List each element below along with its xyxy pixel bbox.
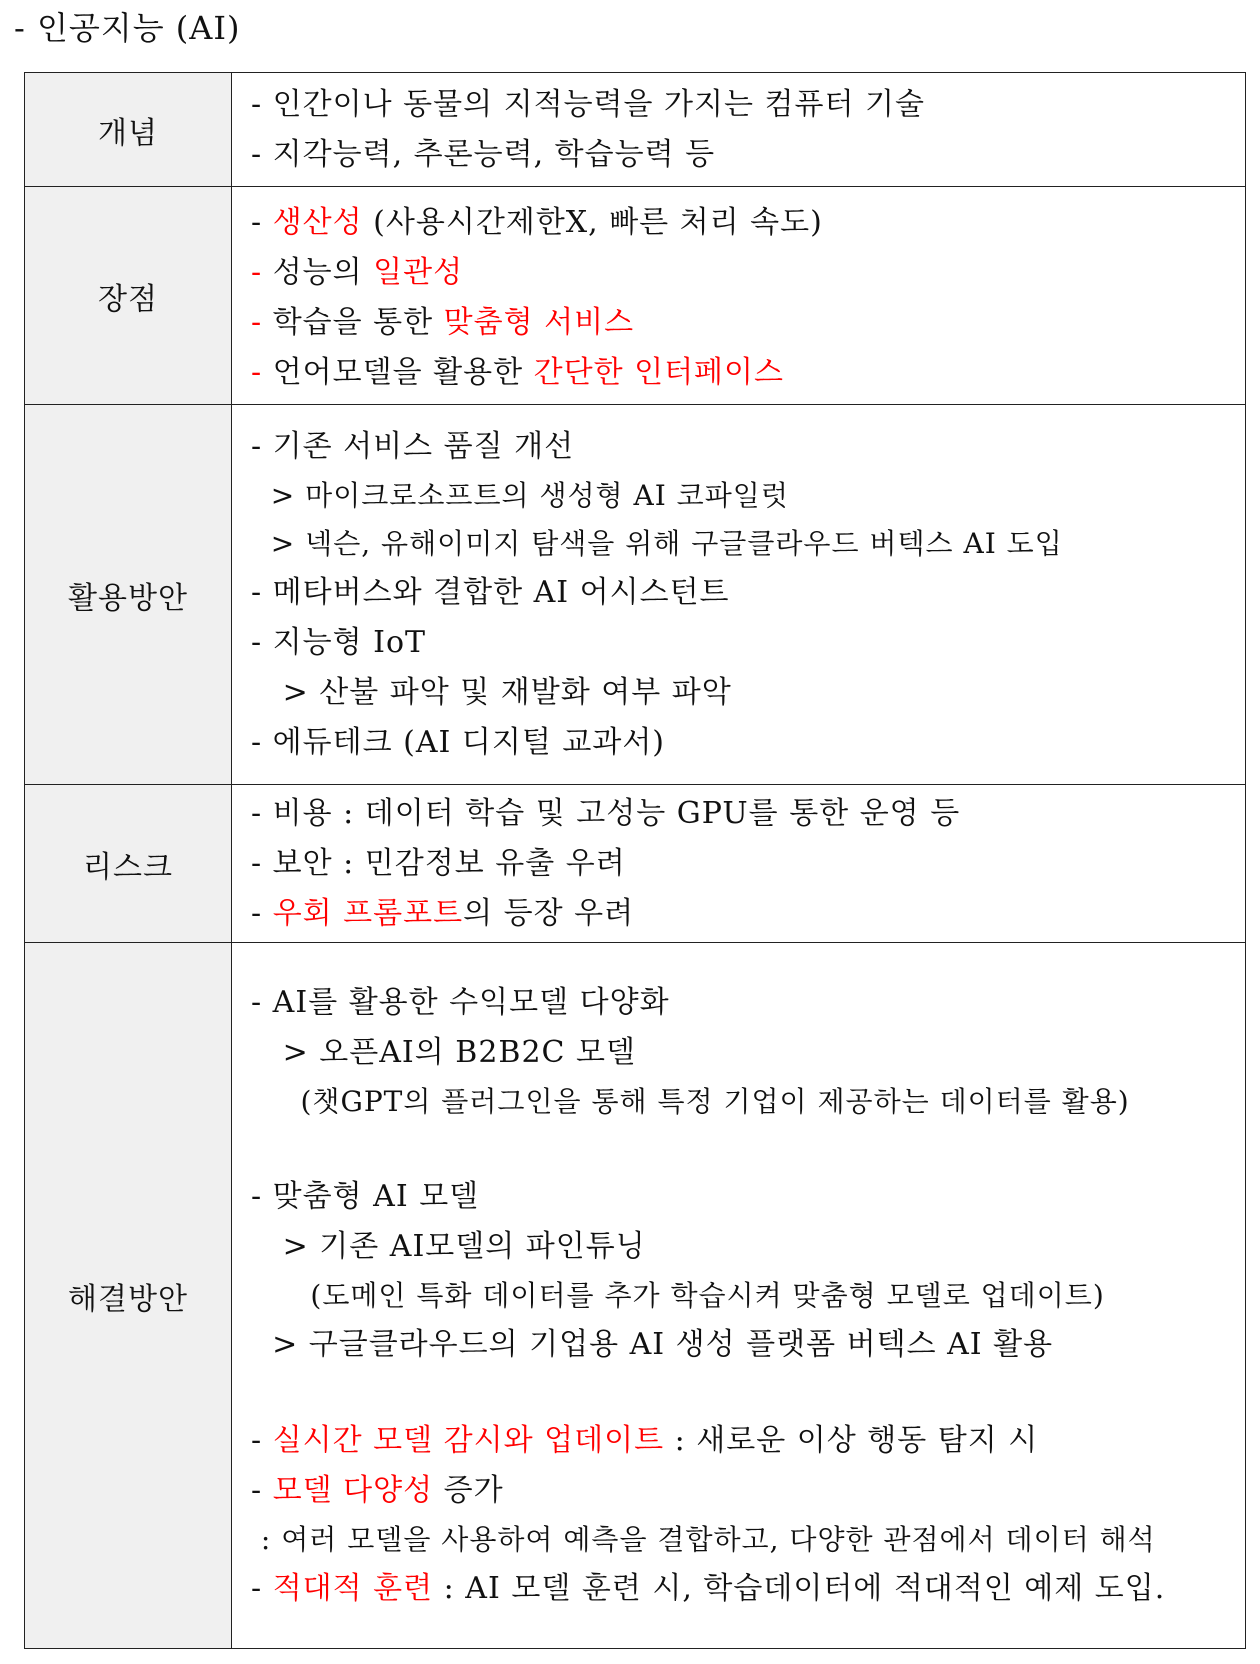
highlight-text: 간단한 인터페이스 — [533, 354, 784, 390]
highlight-text: 적대적 훈련 — [272, 1570, 434, 1606]
usage-line: - 기존 서비스 품질 개선 — [251, 428, 575, 464]
usage-subline: > 넥슨, 유해이미지 탐색을 위해 구글클라우드 버텍스 AI 도입 — [251, 526, 1063, 560]
content-usage — [232, 405, 1246, 785]
line-text: : 새로운 이상 행동 탐지 시 — [664, 1422, 1039, 1458]
risk-line — [251, 889, 1245, 939]
highlight-text: 우회 프롬포트 — [272, 895, 464, 931]
solution-note: (챗GPT의 플러그인을 통해 특정 기업이 제공하는 데이터를 활용) — [251, 1084, 1130, 1118]
concept-line: - 인간이나 동물의 지적능력을 가지는 컴퓨터 기술 — [251, 86, 925, 122]
bullet: - — [251, 895, 273, 931]
line-text: : AI 모델 훈련 시, 학습데이터에 적대적인 예제 도입. — [433, 1570, 1166, 1606]
bullet: - — [251, 1422, 273, 1458]
solution-line — [251, 1416, 1245, 1466]
risk-line: - 보안 : 민감정보 유출 우려 — [251, 845, 626, 881]
highlight-text: 실시간 모델 감시와 업데이트 — [272, 1422, 665, 1458]
advantage-line — [251, 348, 1245, 398]
content-solution — [232, 943, 1246, 1649]
concept-line: - 지각능력, 추론능력, 학습능력 등 — [251, 136, 716, 172]
content-risk — [232, 785, 1246, 943]
spacer — [251, 1126, 1245, 1172]
row-advantages — [25, 187, 1246, 405]
solution-note: : 여러 모델을 사용하여 예측을 결합하고, 다양한 관점에서 데이터 해석 — [251, 1522, 1156, 1556]
usage-line: - 지능형 IoT — [251, 624, 427, 660]
solution-line: - AI를 활용한 수익모델 다양화 — [251, 984, 670, 1020]
line-text: 학습을 통한 — [272, 304, 444, 340]
row-solution — [25, 943, 1246, 1649]
solution-note: (도메인 특화 데이터를 추가 학습시켜 맞춤형 모델로 업데이트) — [251, 1278, 1105, 1312]
advantage-line — [251, 248, 1245, 298]
solution-line — [251, 1466, 1245, 1516]
bullet: - — [251, 254, 273, 290]
advantage-line — [251, 298, 1245, 348]
row-usage — [25, 405, 1246, 785]
bullet: - — [251, 1570, 273, 1606]
label-risk: 리스크 — [25, 785, 232, 943]
solution-subline: > 기존 AI모델의 파인튜닝 — [251, 1228, 646, 1264]
spacer — [251, 1370, 1245, 1416]
usage-subline: > 마이크로소프트의 생성형 AI 코파일럿 — [251, 478, 789, 512]
solution-line: - 맞춤형 AI 모델 — [251, 1178, 480, 1214]
bullet: - — [251, 304, 273, 340]
bullet: - — [251, 354, 273, 390]
bullet: - — [251, 1472, 273, 1508]
label-advantages: 장점 — [25, 187, 232, 405]
row-risk — [25, 785, 1246, 943]
highlight-text: 모델 다양성 — [272, 1472, 434, 1508]
row-concept — [25, 73, 1246, 187]
highlight-text: 맞춤형 서비스 — [443, 304, 635, 340]
advantage-line — [251, 198, 1245, 248]
bullet: - — [251, 204, 273, 240]
solution-subline: > 오픈AI의 B2B2C 모델 — [251, 1034, 636, 1070]
usage-line: - 메타버스와 결합한 AI 어시스턴트 — [251, 574, 730, 610]
highlight-text: 일관성 — [373, 254, 464, 290]
solution-subline: > 구글클라우드의 기업용 AI 생성 플랫폼 버텍스 AI 활용 — [251, 1326, 1054, 1362]
content-concept — [232, 73, 1246, 187]
line-text: 성능의 — [272, 254, 374, 290]
content-advantages — [232, 187, 1246, 405]
document-title: - 인공지능 (AI) — [14, 9, 241, 47]
risk-line: - 비용 : 데이터 학습 및 고성능 GPU를 통한 운영 등 — [251, 795, 961, 831]
label-concept: 개념 — [25, 73, 232, 187]
label-solution: 해결방안 — [25, 943, 232, 1649]
usage-line: - 에듀테크 (AI 디지털 교과서) — [251, 724, 666, 760]
label-usage: 활용방안 — [25, 405, 232, 785]
usage-subline: > 산불 파악 및 재발화 여부 파악 — [251, 674, 732, 710]
line-text: (사용시간제한X, 빠른 처리 속도) — [362, 204, 823, 240]
highlight-text: 생산성 — [272, 204, 363, 240]
line-text: 의 등장 우려 — [463, 895, 635, 931]
line-text: 증가 — [433, 1472, 504, 1508]
ai-summary-table — [24, 72, 1246, 1649]
line-text: 언어모델을 활용한 — [272, 354, 534, 390]
solution-line — [251, 1564, 1245, 1614]
